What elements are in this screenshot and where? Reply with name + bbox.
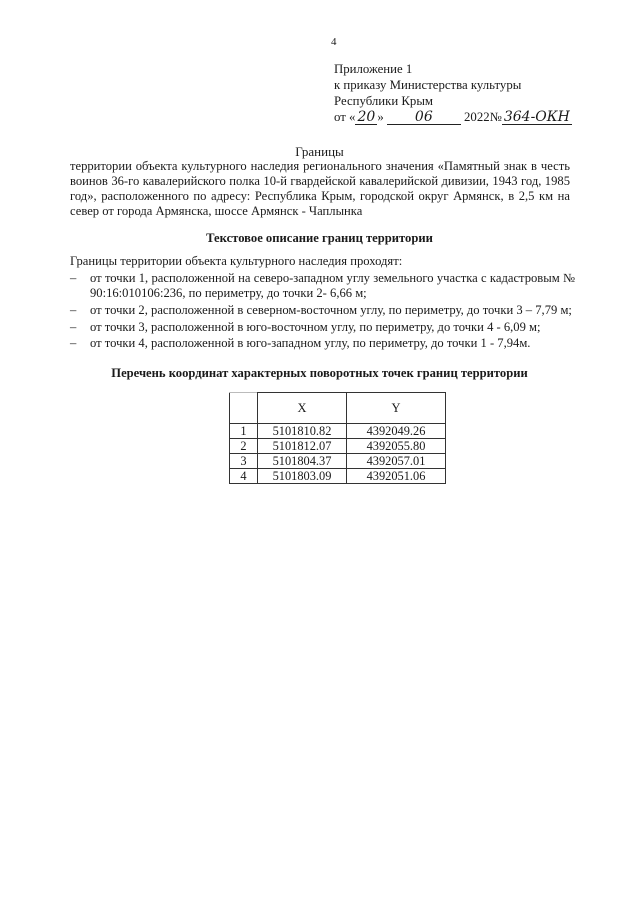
appendix-line-1: Приложение 1 [334,62,413,76]
dash-marker: – [70,303,77,317]
dash-marker: – [70,336,77,350]
coord-x: 5101803.09 [258,469,347,484]
coord-x: 5101804.37 [258,454,347,469]
header-x: X [258,393,347,424]
coordinates-table [229,392,446,484]
point-number: 4 [230,469,258,484]
object-description: территории объекта культурного наследия регионального значения «Памятный знак в честь воинов 36-го кавалерийского полка 10-й гвардейской кавалерийской дивизии, 1943 год, 1985 год», расположенного по адресу: Республика Крым, городской округ Армянск, в 2,5 км на север от города Армянска, шоссе Армянск - Чаплынка [70,159,570,218]
section-title-text-description: Текстовое описание границ территории [206,231,433,245]
boundary-item-4: от точки 4, расположенной в юго-западном углу, по периметру, до точки 1 - 7,94м. [90,336,531,350]
section-title-coordinates: Перечень координат характерных поворотных точек границ территории [111,366,528,380]
appendix-line-3: Республики Крым [334,94,434,108]
heading-granitsy: Границы [295,144,344,159]
coord-y: 4392049.26 [347,424,446,439]
header-index [230,393,258,424]
coord-y: 4392055.80 [347,439,446,454]
date-prefix: от « [334,110,356,124]
date-year: 2022№ [464,110,502,124]
date-month: 06 [387,110,461,125]
coord-y: 4392051.06 [347,469,446,484]
boundary-item-1: от точки 1, расположенной на северо-западном углу земельного участка с кадастровым № 90:16:010106:236, по периметру, до точки 2- 6,66 м; [90,271,575,300]
coord-y: 4392057.01 [347,454,446,469]
date-mid: » [377,110,384,124]
page-number: 4 [331,36,337,48]
boundary-item-2: от точки 2, расположенной в северном-восточном углу, по периметру, до точки 3 – 7,79 м; [90,303,572,317]
table-header-row [230,393,446,424]
point-number: 3 [230,454,258,469]
coord-x: 5101812.07 [258,439,347,454]
boundary-item-3: от точки 3, расположенной в юго-восточном углу, по периметру, до точки 4 - 6,09 м; [90,320,541,334]
header-y: Y [347,393,446,424]
date-day: 20 [355,110,377,125]
dash-marker: – [70,320,77,334]
dash-marker: – [70,271,77,285]
table-row [230,424,446,439]
table-row [230,469,446,484]
table-row [230,439,446,454]
order-number: 364-ОКН [502,110,572,125]
table-row [230,454,446,469]
boundary-intro: Границы территории объекта культурного наследия проходят: [70,254,403,268]
appendix-line-2: к приказу Министерства культуры [334,78,522,92]
coord-x: 5101810.82 [258,424,347,439]
appendix-date-line [334,110,572,125]
point-number: 1 [230,424,258,439]
point-number: 2 [230,439,258,454]
